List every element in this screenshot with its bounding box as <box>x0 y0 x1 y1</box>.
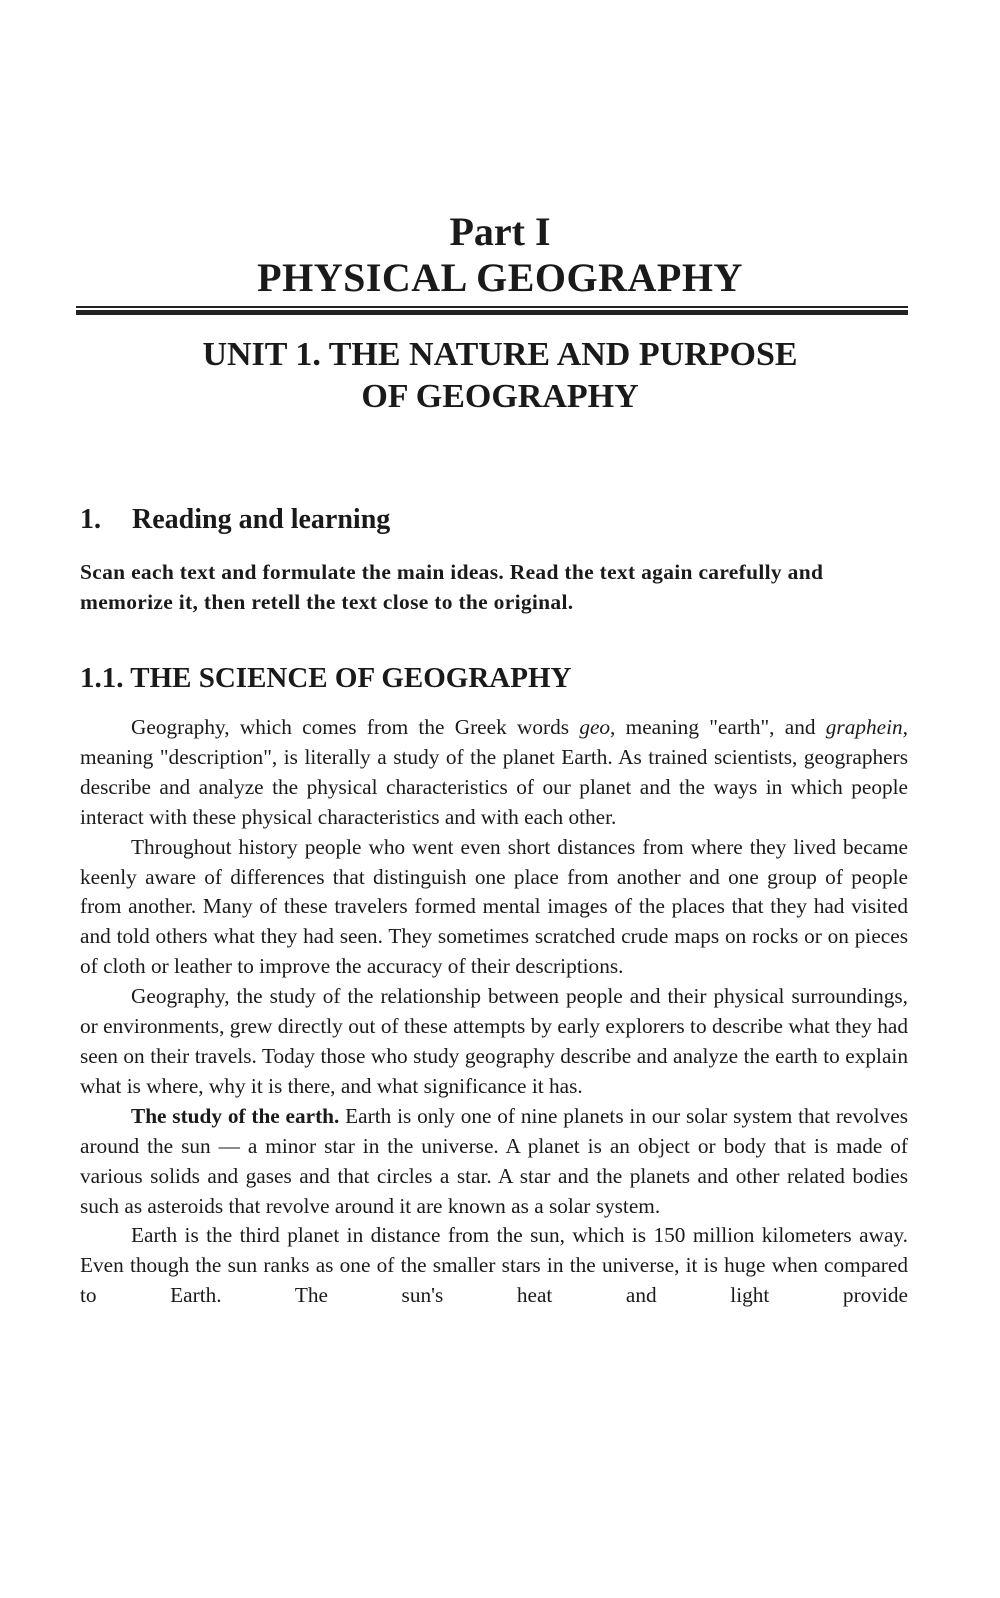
paragraph-1-text-a: Geography, which comes from the Greek words <box>131 715 580 739</box>
paragraph-5: Earth is the third planet in distance from the sun, which is 150 million kilometers away. Even though the sun ranks as one of the smaller stars in the universe, it is huge when compared to Earth. The sun's heat and light provide <box>80 1223 908 1308</box>
section-number: 1. <box>80 504 101 535</box>
paragraph-3: Geography, the study of the relationship between people and their physical surroundings, or environments, grew directly out of these attempts by early explorers to describe what they had seen on their travels. Today those who study geography describe and analyze the earth to explain what is where, why it is there, and what significance it has. <box>80 984 908 1098</box>
unit-title-line2: OF GEOGRAPHY <box>361 378 639 415</box>
unit-title <box>0 334 1000 418</box>
section-heading <box>80 503 390 537</box>
term-geo: geo, <box>579 715 616 739</box>
body-text <box>80 713 908 1311</box>
paragraph-1-text-b: meaning "earth", and <box>615 715 826 739</box>
paragraph-2: Throughout history people who went even short distances from where they lived became keenly aware of differences that distinguish one place from another and one group of people from another. Many of these travelers formed mental images of the places that they had visited and told others what they had seen. They sometimes scratched crude maps on rocks or on pieces of cloth or leather to improve the accuracy of their descriptions. <box>80 834 908 979</box>
section-title: Reading and learning <box>132 504 391 535</box>
unit-title-line1: UNIT 1. THE NATURE AND PURPOSE <box>202 336 798 373</box>
title-divider <box>76 306 908 315</box>
term-graphein: graphein, <box>825 715 909 739</box>
paragraph-4 <box>80 1102 908 1222</box>
subsection-heading: 1.1. THE SCIENCE OF GEOGRAPHY <box>80 662 572 694</box>
part-title: Part I <box>449 209 551 254</box>
paragraph-1-text-c: meaning "description", is literally a study of the planet Earth. As trained scientists, geographers describe and analyze the physical characteristics of our planet and the ways in which people interact with these physical characteristics and with each other. <box>80 744 908 829</box>
paragraph-1 <box>80 713 908 833</box>
part-subtitle: PHYSICAL GEOGRAPHY <box>257 255 743 300</box>
paragraph-4-text: Earth is only one of nine planets in our solar system that revolves around the sun — a minor star in the universe. A planet is an object or body that is made of various solids and gases and that circles a star. A star and the planets and other related bodies such as asteroids that revolve around it are known as a solar system. <box>80 1103 908 1218</box>
section-instruction: Scan each text and formulate the main ideas. Read the text again carefully and memorize it, then retell the text close to the original. <box>80 560 824 614</box>
paragraph-4-lead: The study of the earth. <box>131 1103 340 1128</box>
